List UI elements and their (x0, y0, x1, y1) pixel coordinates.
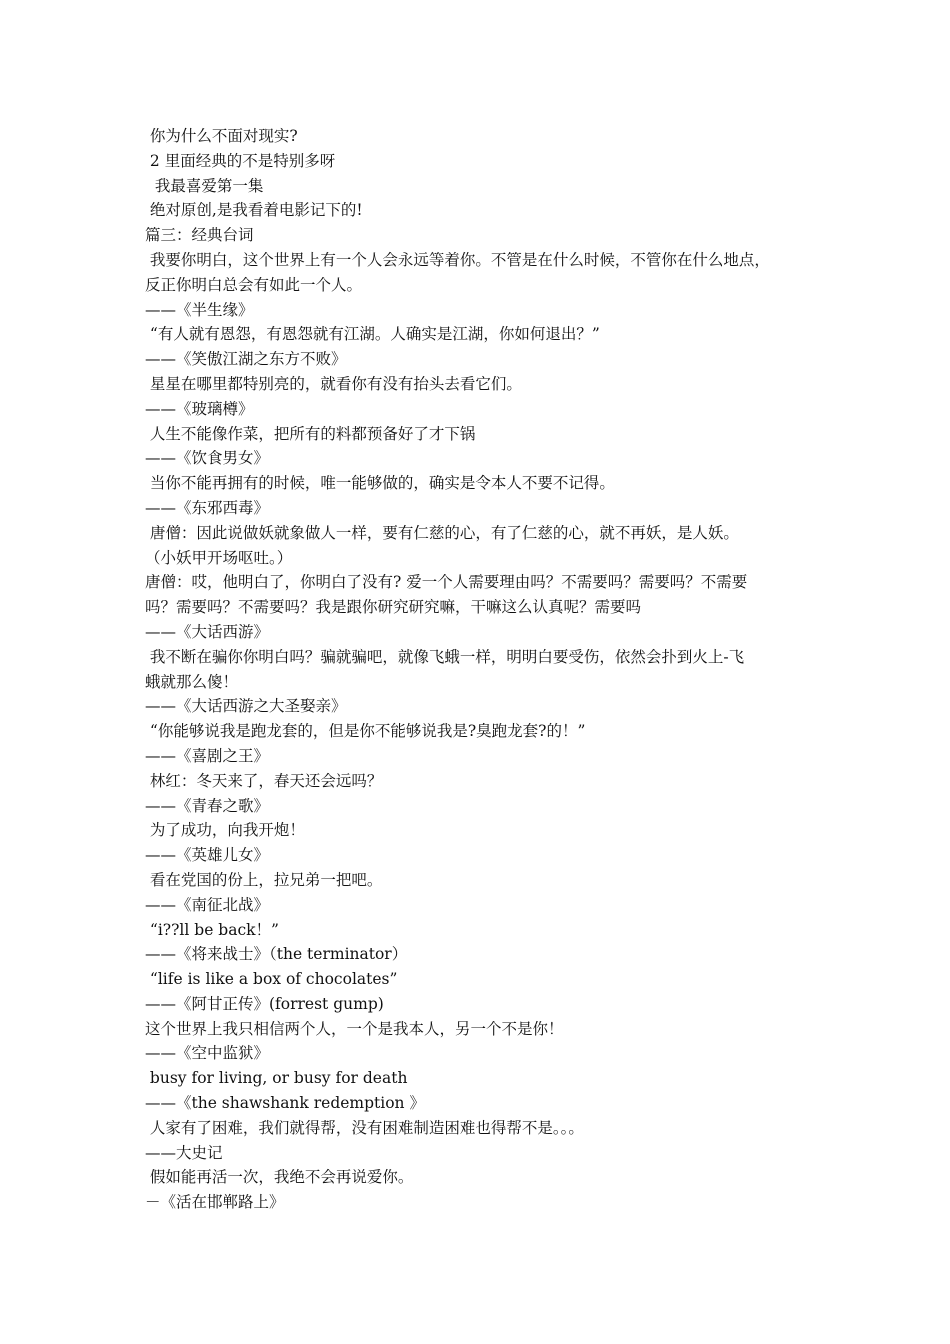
quote-line: 人家有了困难，我们就得帮，没有困难制造困难也得帮不是。。。 (145, 1118, 584, 1137)
quote-line: 假如能再活一次，我绝不会再说爱你。 (145, 1168, 414, 1187)
source-line: ——《东邪西毒》 (145, 498, 270, 517)
source-line: ——《英雄儿女》 (145, 846, 270, 865)
quote-line: 星星在哪里都特别亮的，就看你有没有抬头去看它们。 (145, 374, 522, 393)
quote-line: 这个世界上我只相信两个人，一个是我本人，另一个不是你！ (145, 1019, 564, 1038)
source-line: ——《空中监狱》 (145, 1044, 270, 1063)
quote-line: 唐僧：哎，他明白了，你明白了没有? 爱一个人需要理由吗？不需要吗？需要吗？不需要 (145, 573, 748, 592)
quote-line: 蛾就那么傻！ (145, 672, 239, 691)
quote-line: busy for living, or busy for death (145, 1069, 408, 1088)
quote-line: 林红：冬天来了，春天还会远吗？ (145, 771, 383, 790)
quote-line: 为了成功，向我开炮！ (145, 821, 305, 840)
quote-line: “i??ll be back！” (145, 920, 279, 939)
text-line: 我要你明白，这个世界上有一个人会永远等着你。不管是在什么时候，不管你在什么地点， (145, 250, 770, 269)
source-line: －《活在邯郸路上》 (145, 1193, 285, 1212)
quote-line: 看在党国的份上，拉兄弟一把吧。 (145, 870, 383, 889)
quote-line: “你能够说我是跑龙套的，但是你不能够说我是?臭跑龙套?的！” (145, 722, 586, 741)
source-line: ——《喜剧之王》 (145, 746, 270, 765)
text-line: 反正你明白总会有如此一个人。 (145, 275, 363, 294)
text-line: 你为什么不面对现实? (145, 127, 298, 145)
text-line: 绝对原创,是我看着电影记下的! (145, 201, 363, 220)
quote-line: 人生不能像作菜，把所有的料都预备好了才下锅 (145, 424, 476, 443)
quote-line: （小妖甲开场呕吐。） (145, 548, 293, 567)
text-line: 我最喜爱第一集 (145, 176, 264, 195)
quote-line: “有人就有恩怨，有恩怨就有江湖。人确实是江湖，你如何退出？” (145, 325, 600, 344)
source-line: ——《半生缘》 (145, 300, 254, 319)
source-line: ——《南征北战》 (145, 895, 270, 914)
source-line: ——《笑傲江湖之东方不败》 (145, 350, 347, 369)
source-line: ——大史记 (145, 1143, 223, 1162)
source-line: ——《大话西游之大圣娶亲》 (145, 697, 347, 716)
quote-line: 吗？需要吗？不需要吗？我是跟你研究研究嘛，干嘛这么认真呢？需要吗 (145, 598, 642, 617)
quote-line: 当你不能再拥有的时候，唯一能够做的，确实是令本人不要不记得。 (145, 474, 615, 493)
text-line: 2 里面经典的不是特别多呀 (145, 151, 336, 170)
quote-line: 唐僧：因此说做妖就象做人一样，要有仁慈的心，有了仁慈的心，就不再妖，是人妖。 (145, 523, 739, 542)
source-line: ——《饮食男女》 (145, 449, 270, 468)
source-line: ——《the shawshank redemption 》 (145, 1094, 425, 1113)
source-line: ——《玻璃樽》 (145, 399, 254, 418)
source-line: ——《阿甘正传》(forrest gump) (145, 994, 384, 1013)
document-body (145, 124, 825, 1215)
source-line: ——《将来战士》（the terminator） (145, 945, 408, 964)
quote-line: “life is like a box of chocolates” (145, 970, 398, 989)
quote-line: 我不断在骗你你明白吗？骗就骗吧，就像飞蛾一样，明明白要受伤，依然会扑到火上-飞 (145, 647, 745, 666)
source-line: ——《青春之歌》 (145, 796, 270, 815)
source-line: ——《大话西游》 (145, 622, 270, 641)
section-heading: 篇三：经典台词 (145, 226, 254, 245)
